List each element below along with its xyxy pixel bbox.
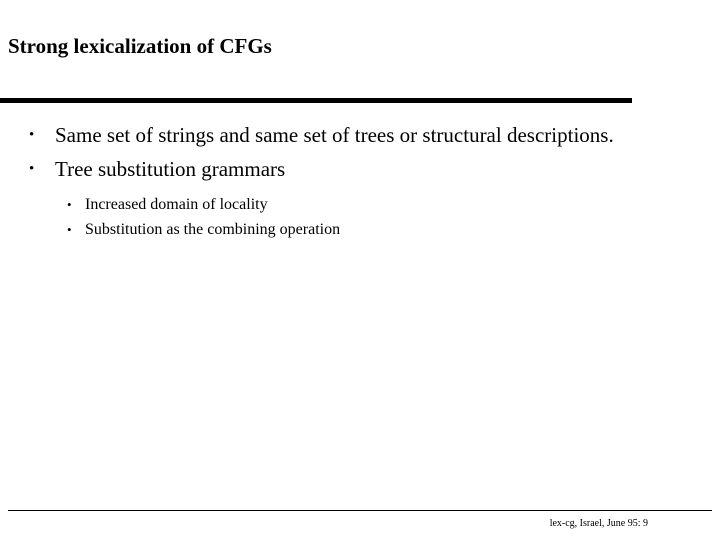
footer-label: lex-cg, Israel, June 95: 9 (549, 518, 648, 529)
slide-title: Strong lexicalization of CFGs (8, 34, 272, 58)
title-divider (0, 98, 632, 103)
bullet-marker: • (29, 127, 35, 143)
sub-bullet-marker: • (67, 222, 72, 237)
bullet-item-tsg (0, 156, 720, 242)
bullet-marker: • (29, 161, 35, 177)
sub-bullet-text: Substitution as the combining operation (85, 221, 341, 238)
bullet-list (0, 122, 720, 242)
sub-bullet-text: Increased domain of locality (85, 196, 268, 213)
bullet-text: Same set of strings and same set of trees or structural descriptions. (55, 123, 614, 147)
sub-bullet-marker: • (67, 197, 72, 212)
sub-bullet-item-locality (55, 192, 720, 217)
footer-divider (8, 510, 712, 511)
bullet-text: Tree substitution grammars (55, 157, 286, 181)
sub-bullet-list (55, 192, 720, 242)
sub-bullet-item-substitution (55, 217, 720, 242)
bullet-item-strings-trees (0, 122, 720, 148)
